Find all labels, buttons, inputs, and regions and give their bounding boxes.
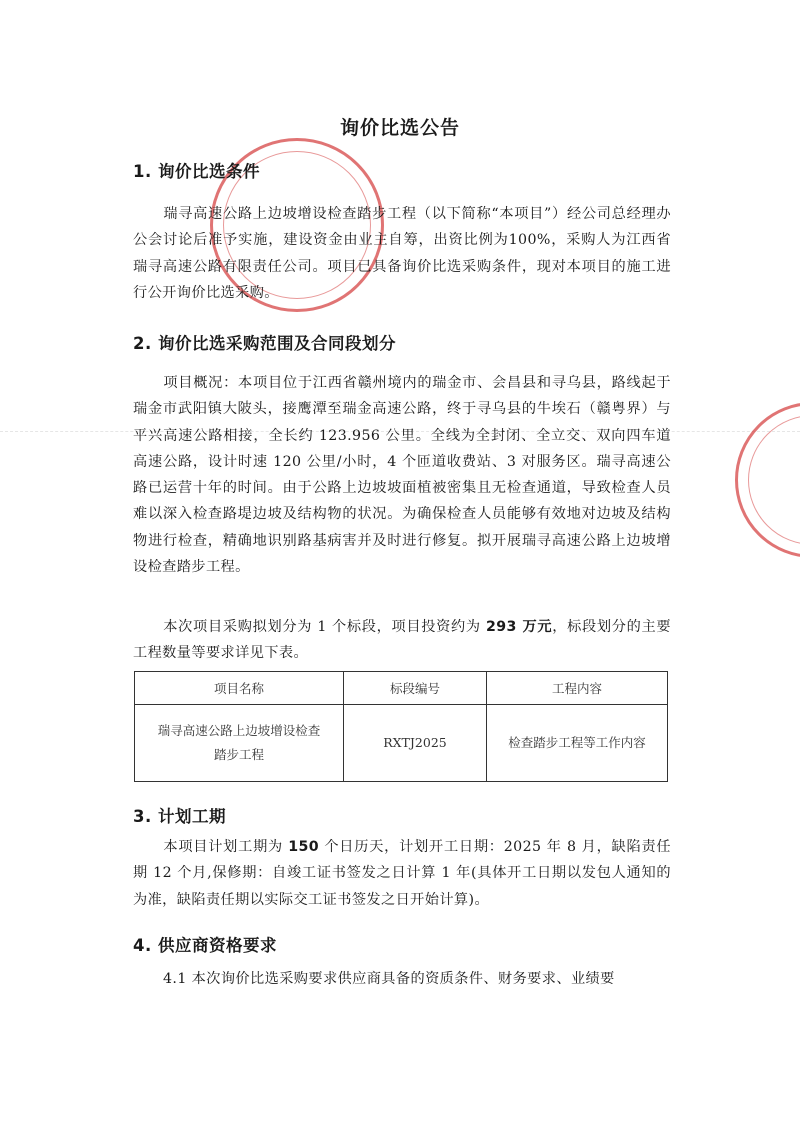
section-1-heading: 1. 询价比选条件 [133,162,260,181]
section-1-text: 瑞寻高速公路上边坡增设检查踏步工程（以下简称“本项目”）经公司总经理办公会讨论后准予实施，建设资金由业主自筹，出资比例为100%，采购人为江西省瑞寻高速公路有限责任公司。项目已具备询价比选采购条件，现对本项目的施工进行公开询价比选采购。 [133,206,671,301]
section-2-overview-paragraph [133,370,671,580]
company-seal-stamp-edge [735,402,800,558]
table-cell-work-content: 检查踏步工程等工作内容 [487,705,668,782]
section-4-heading: 4. 供应商资格要求 [133,936,277,955]
table-cell-section-code: RXTJ2025 [344,705,487,782]
page-title: 询价比选公告 [339,117,460,139]
period-suffix: 个日历天，计划开工日期：2025 年 8 月，缺陷责任期 12 个月,保修期：自竣工证书签发之日计算 1 年(具体开工日期以发包人通知的为准，缺陷责任期以实际交工证书签发之日开始计算)。 [133,839,671,908]
section-3-heading: 3. 计划工期 [133,807,226,826]
project-name-line-1: 瑞寻高速公路上边坡增设检查 [157,723,321,738]
scope-amount: 293 万元 [486,619,553,635]
table-cell-project-name [135,705,344,782]
project-name-line-2: 踏步工程 [213,747,264,762]
section-4-paragraph [133,966,671,992]
period-prefix: 本项目计划工期为 [163,839,289,855]
scope-prefix: 本次项目采购拟划分为 1 个标段，项目投资约为 [163,619,486,635]
table-header-cell: 标段编号 [344,672,487,705]
table-header-cell: 项目名称 [135,672,344,705]
section-2-heading: 2. 询价比选采购范围及合同段划分 [133,334,396,353]
section-1-paragraph [133,201,671,306]
bid-section-table [134,671,668,782]
scope-suffix: ，标段划分的主要工程数量等要求详见下表。 [133,619,671,662]
section-3-paragraph [133,834,671,913]
table-header-cell: 工程内容 [487,672,668,705]
period-days: 150 [288,839,320,855]
section-2-overview-text: 项目概况：本项目位于江西省赣州境内的瑞金市、会昌县和寻乌县，路线起于瑞金市武阳镇大陂头，接鹰潭至瑞金高速公路，终于寻乌县的牛埃石（赣粤界）与平兴高速公路相接，全长约 123.956 公里。全线为全封闭、全立交、双向四车道高速公路，设计时速 120 公里/小时，4 个匝道收费站、3 对服务区。瑞寻高速公路已运营十年的时间。由于公路上边坡坡面植被密集且无检查通道，导致检查人员难以深入检查路堤边坡及结构物的状况。为确保检查人员能够有效地对边坡及结构物进行检查，精确地识别路基病害并及时进行修复。拟开展瑞寻高速公路上边坡增设检查踏步工程。 [133,375,671,576]
table-header-row [135,672,668,705]
table-row [135,705,668,782]
section-2-scope-paragraph [133,614,671,667]
section-4-text: 4.1 本次询价比选采购要求供应商具备的资质条件、财务要求、业绩要 [163,971,615,987]
